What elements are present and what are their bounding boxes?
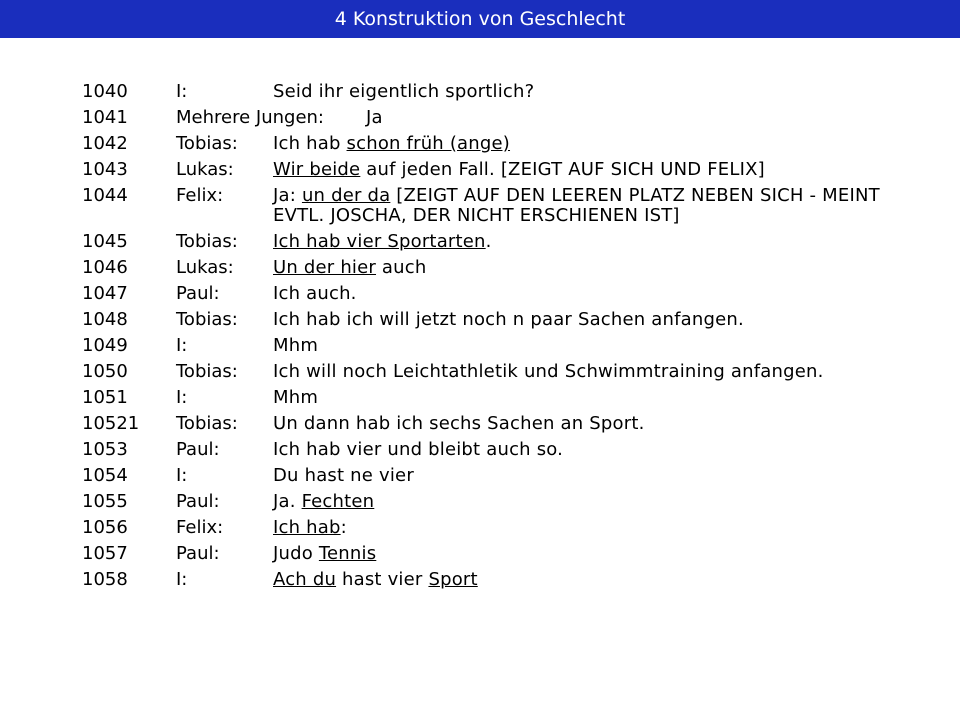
transcript-row — [82, 232, 902, 252]
utterance — [273, 388, 902, 408]
speaker-label: Tobias: — [176, 413, 238, 434]
line-number: 1056 — [82, 517, 128, 538]
line-number: 1045 — [82, 231, 128, 252]
text-segment: . — [485, 231, 492, 252]
utterance — [273, 440, 902, 460]
utterance — [273, 82, 902, 102]
speaker-label: Paul: — [176, 543, 220, 564]
overlap-segment: Ich hab vier Sportarten — [273, 231, 486, 252]
speaker-label: Paul: — [176, 283, 220, 304]
speaker-label: Tobias: — [176, 361, 238, 382]
utterance — [273, 518, 902, 538]
speaker-label: Lukas: — [176, 257, 234, 278]
line-number: 1055 — [82, 491, 128, 512]
speaker-label: Paul: — [176, 491, 220, 512]
transcript-row — [82, 82, 902, 102]
utterance — [273, 232, 902, 252]
speaker-label: I: — [176, 81, 188, 102]
utterance — [273, 362, 902, 382]
utterance — [273, 336, 902, 356]
utterance — [273, 414, 902, 434]
transcript-row — [82, 544, 902, 564]
text-segment: Ich will noch Leichtathletik und Schwimmtraining anfangen. — [273, 361, 824, 382]
line-number: 1042 — [82, 133, 128, 154]
text-segment: Ich hab ich will jetzt noch n paar Sachen anfangen. — [273, 309, 744, 330]
utterance — [366, 108, 902, 128]
transcript-row — [82, 518, 902, 538]
transcript-row — [82, 258, 902, 278]
speaker-label: Tobias: — [176, 231, 238, 252]
transcript-row — [82, 336, 902, 356]
line-number: 1046 — [82, 257, 128, 278]
speaker-label: I: — [176, 335, 188, 356]
utterance — [273, 284, 902, 304]
transcript-row — [82, 284, 902, 304]
transcript-row — [82, 362, 902, 382]
overlap-segment: Wir beide — [273, 159, 361, 180]
transcript-row — [82, 388, 902, 408]
utterance — [273, 466, 902, 486]
utterance — [273, 258, 902, 278]
utterance — [273, 134, 902, 154]
transcript-row — [82, 160, 902, 180]
text-segment: Ja — [366, 107, 383, 128]
utterance — [273, 570, 902, 590]
text-segment: Du hast ne vier — [273, 465, 414, 486]
transcript-row — [82, 492, 902, 512]
text-segment: Ich hab vier und bleibt auch so. — [273, 439, 564, 460]
speaker-label: Lukas: — [176, 159, 234, 180]
text-segment: Ja. — [273, 491, 302, 512]
utterance — [273, 310, 902, 330]
text-segment: auf jeden Fall. [ZEIGT AUF SICH UND FELIX] — [360, 159, 765, 180]
transcript-row — [82, 134, 902, 154]
text-segment: : — [340, 517, 347, 538]
line-number: 1044 — [82, 185, 128, 206]
line-number: 1050 — [82, 361, 128, 382]
overlap-segment: Ach du — [273, 569, 337, 590]
text-segment: Ich hab — [273, 133, 347, 154]
line-number: 1057 — [82, 543, 128, 564]
overlap-segment: un der da — [301, 185, 391, 206]
utterance — [273, 186, 902, 226]
text-segment: auch — [376, 257, 427, 278]
line-number: 1054 — [82, 465, 128, 486]
line-number: 1053 — [82, 439, 128, 460]
text-segment: Ich auch. — [273, 283, 357, 304]
overlap-segment: Tennis — [318, 543, 377, 564]
text-segment: Mhm — [273, 335, 319, 356]
transcript-row — [82, 466, 902, 486]
slide-title: 4 Konstruktion von Geschlecht — [334, 8, 626, 30]
transcript-row — [82, 570, 902, 590]
transcript-row — [82, 414, 902, 434]
line-number: 1048 — [82, 309, 128, 330]
text-segment: hast vier — [336, 569, 429, 590]
text-segment: Un dann hab ich sechs Sachen an Sport. — [273, 413, 645, 434]
transcript-row — [82, 310, 902, 330]
text-segment: [ZEIGT AUF DEN LEEREN PLATZ NEBEN SICH - MEINT EVTL. JOSCHA, DER NICHT ERSCHIENEN IST] — [273, 185, 880, 226]
speaker-label: I: — [176, 569, 188, 590]
speaker-label: Mehrere Jungen: — [176, 107, 324, 128]
transcript-row — [82, 440, 902, 460]
speaker-label: Tobias: — [176, 309, 238, 330]
transcript — [82, 82, 902, 596]
speaker-label: Felix: — [176, 185, 224, 206]
slide-title-bar — [0, 0, 960, 38]
line-number: 10521 — [82, 413, 140, 434]
overlap-segment: schon früh (ange) — [346, 133, 511, 154]
overlap-segment: Un der hier — [273, 257, 377, 278]
line-number: 1043 — [82, 159, 128, 180]
speaker-label: Felix: — [176, 517, 224, 538]
overlap-segment: Ich hab — [273, 517, 341, 538]
transcript-row — [82, 108, 902, 128]
transcript-row — [82, 186, 902, 226]
line-number: 1058 — [82, 569, 128, 590]
speaker-label: I: — [176, 387, 188, 408]
line-number: 1047 — [82, 283, 128, 304]
text-segment: Seid ihr eigentlich sportlich? — [273, 81, 535, 102]
utterance — [273, 544, 902, 564]
line-number: 1051 — [82, 387, 128, 408]
line-number: 1049 — [82, 335, 128, 356]
utterance — [273, 492, 902, 512]
text-segment: Ja: — [273, 185, 302, 206]
speaker-label: I: — [176, 465, 188, 486]
overlap-segment: Sport — [428, 569, 478, 590]
text-segment: Judo — [273, 543, 319, 564]
overlap-segment: Fechten — [301, 491, 375, 512]
line-number: 1040 — [82, 81, 128, 102]
utterance — [273, 160, 902, 180]
speaker-label: Tobias: — [176, 133, 238, 154]
text-segment: Mhm — [273, 387, 319, 408]
speaker-label: Paul: — [176, 439, 220, 460]
line-number: 1041 — [82, 107, 128, 128]
